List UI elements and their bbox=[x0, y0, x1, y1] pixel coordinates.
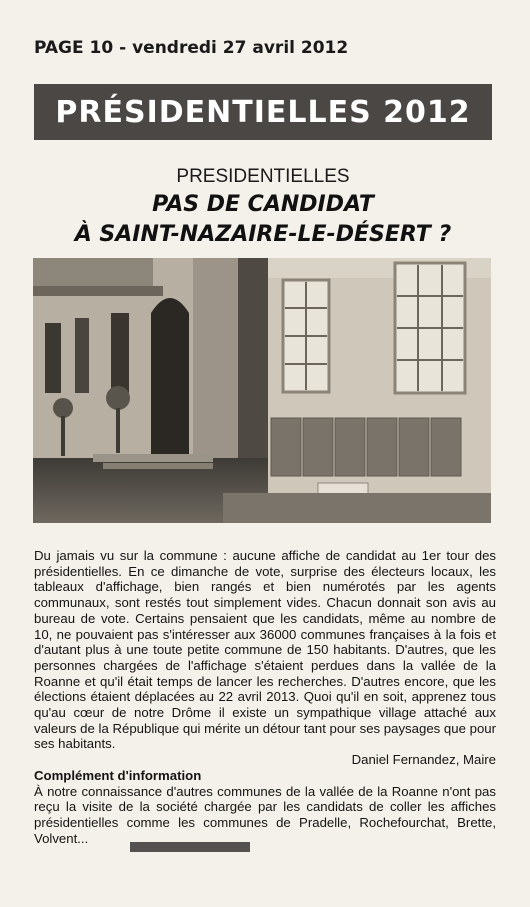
article-headline bbox=[34, 190, 492, 250]
page-dateline: PAGE 10 - vendredi 27 avril 2012 bbox=[34, 38, 349, 58]
headline-line-2: À SAINT-NAZAIRE-LE-DÉSERT ? bbox=[74, 222, 452, 247]
next-article-fragment bbox=[130, 842, 250, 852]
town-hall-photo bbox=[33, 258, 491, 523]
article-signature: Daniel Fernandez, Maire bbox=[351, 752, 496, 768]
article-paragraph-2: À notre connaissance d'autres communes de la vallée de la Roanne n'ont pas reçu la visite de la société chargée par les candidats de coller les affiches présidentielles comme les communes de Pradelle, Rochefourchat, Brette, Volvent... bbox=[34, 783, 496, 846]
article-kicker: PRESIDENTIELLES bbox=[176, 166, 350, 187]
headline-line-1: PAS DE CANDIDAT bbox=[152, 192, 374, 217]
article-paragraph: Du jamais vu sur la commune : aucune affiche de candidat au 1er tour des présidentielles. En ce dimanche de vote, surprise des électeurs locaux, les tableaux d'affichage, bien rangés et bien numérotés par les agents communaux, sont restés tout simplement vides. Chacun donnait son avis au bureau de vote. Certains pensaient que les candidats, même au nombre de 10, ne pouvaient pas s'intéresser aux 36000 communes françaises à la fois et d'autant plus à une toute petite commune de 150 habitants. D'autres, que les personnes chargées de l'affichage s'étaient perdues dans la vallée de la Roanne et qu'il était temps de lancer les recherches. D'autres encore, que les élections étaient déplacées au 22 avril 2013. Quoi qu'il en soit, apprenez tous qu'au cœur de notre Drôme il existe un sympathique village attaché aux valeurs de la République qui mérite un détour tant pour ses paysages que pour ses habitants. bbox=[34, 548, 496, 752]
section-banner: PRÉSIDENTIELLES 2012 bbox=[34, 84, 492, 140]
article-subhead: Complément d'information bbox=[34, 767, 202, 783]
article-body bbox=[34, 548, 496, 846]
building-illustration bbox=[33, 258, 491, 523]
